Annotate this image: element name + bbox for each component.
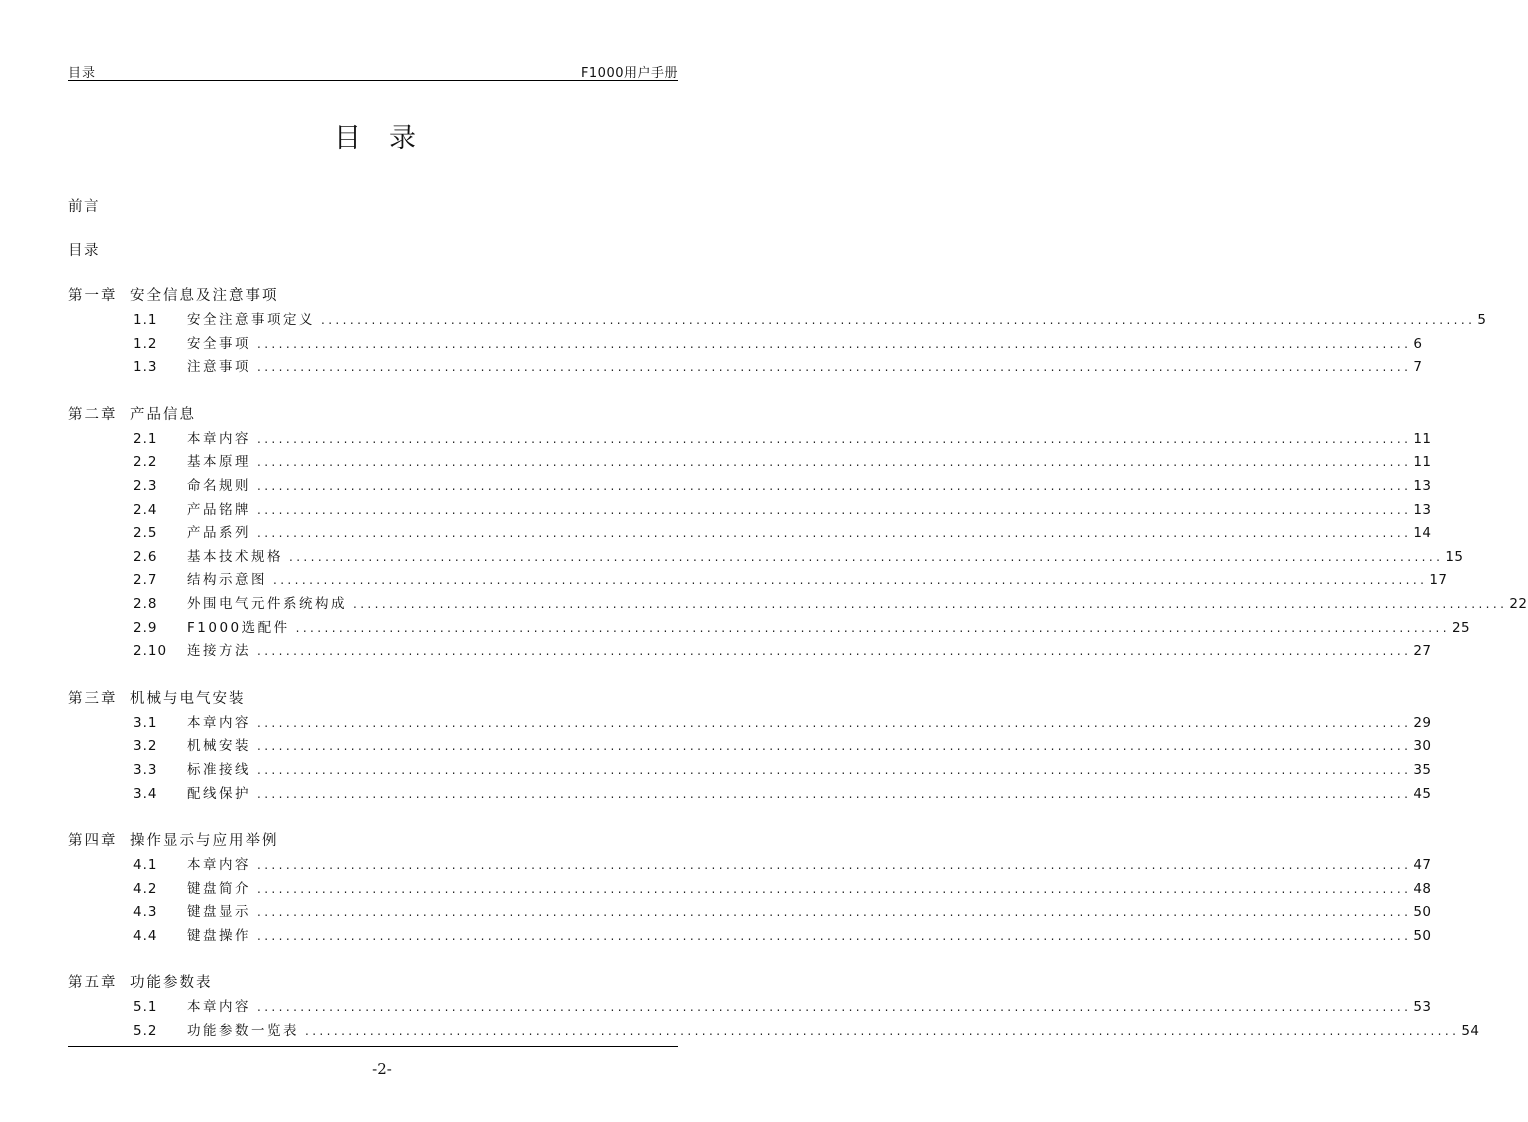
entry-page-number: 14 bbox=[1413, 525, 1432, 542]
toc-entry[interactable] bbox=[68, 522, 1432, 546]
toc-entry[interactable] bbox=[68, 451, 1432, 475]
toc-entry[interactable] bbox=[68, 901, 1432, 925]
entry-title: 外围电气元件系统构成 bbox=[187, 595, 347, 612]
toc-entry[interactable] bbox=[68, 712, 1432, 736]
dot-leader: ................................................................................................................................................................ bbox=[257, 715, 1412, 730]
entry-title: F1000选配件 bbox=[187, 619, 290, 636]
toc-entry[interactable] bbox=[68, 428, 1432, 452]
entry-number: 3.3 bbox=[133, 761, 158, 778]
entry-page-number: 11 bbox=[1413, 454, 1432, 471]
chapter-title: 操作显示与应用举例 bbox=[130, 833, 279, 850]
toc-entry[interactable] bbox=[68, 996, 1432, 1020]
table-of-contents bbox=[68, 196, 1528, 1044]
dot-leader: ................................................................................................................................................................ bbox=[257, 881, 1412, 896]
entry-title: 键盘简介 bbox=[187, 880, 251, 897]
toc-chapter bbox=[68, 830, 1432, 948]
entry-page-number: 15 bbox=[1445, 548, 1464, 565]
entry-page-number: 11 bbox=[1413, 430, 1432, 447]
dot-leader: ................................................................................................................................................................ bbox=[353, 596, 1508, 611]
dot-leader: ................................................................................................................................................................ bbox=[257, 336, 1412, 351]
entry-page-number: 50 bbox=[1413, 904, 1432, 921]
dot-leader: ................................................................................................................................................................ bbox=[295, 620, 1450, 635]
dot-leader: ................................................................................................................................................................ bbox=[257, 905, 1412, 920]
entry-number: 5.2 bbox=[133, 1023, 158, 1040]
entry-title: 连接方法 bbox=[187, 643, 251, 660]
dot-leader: ................................................................................................................................................................ bbox=[257, 478, 1412, 493]
entry-number: 2.10 bbox=[133, 643, 168, 660]
toc-entry[interactable] bbox=[68, 569, 1448, 593]
entry-title: 基本技术规格 bbox=[187, 548, 283, 565]
dot-leader: ................................................................................................................................................................ bbox=[257, 526, 1412, 541]
entry-title: 安全注意事项定义 bbox=[187, 312, 315, 328]
entry-number: 1.3 bbox=[133, 359, 158, 376]
entry-title: 标准接线 bbox=[187, 761, 251, 778]
page-number: -2- bbox=[372, 1060, 392, 1078]
dot-leader: ................................................................................................................................................................ bbox=[257, 360, 1412, 375]
entry-number: 2.6 bbox=[133, 548, 158, 565]
entry-number: 3.2 bbox=[133, 738, 158, 755]
toc-front-item-preface[interactable]: 前言 bbox=[68, 199, 100, 215]
toc-entry[interactable] bbox=[68, 309, 1487, 333]
dot-leader: ................................................................................................................................................................ bbox=[257, 644, 1412, 659]
entry-title: 键盘操作 bbox=[187, 927, 251, 944]
toc-entry[interactable] bbox=[68, 546, 1464, 570]
dot-leader: ................................................................................................................................................................ bbox=[257, 455, 1412, 470]
chapter-title: 安全信息及注意事项 bbox=[130, 288, 279, 304]
entry-number: 3.1 bbox=[133, 714, 158, 731]
entry-page-number: 13 bbox=[1413, 501, 1432, 518]
dot-leader: ................................................................................................................................................................ bbox=[257, 786, 1412, 801]
dot-leader: ................................................................................................................................................................ bbox=[257, 431, 1412, 446]
toc-chapters bbox=[68, 285, 1528, 1044]
entry-title: 产品系列 bbox=[187, 525, 251, 542]
entry-title: 本章内容 bbox=[187, 999, 251, 1016]
entry-page-number: 50 bbox=[1413, 927, 1432, 944]
dot-leader: ................................................................................................................................................................ bbox=[305, 1024, 1460, 1039]
entry-number: 4.3 bbox=[133, 904, 158, 921]
entry-page-number: 53 bbox=[1413, 999, 1432, 1016]
entry-page-number: 17 bbox=[1429, 572, 1448, 589]
dot-leader: ................................................................................................................................................................ bbox=[289, 549, 1444, 564]
toc-chapter bbox=[68, 404, 1528, 664]
toc-entry[interactable] bbox=[68, 925, 1432, 949]
toc-entry[interactable] bbox=[68, 783, 1432, 807]
entry-title: 功能参数一览表 bbox=[187, 1023, 299, 1040]
entry-title: 机械安装 bbox=[187, 738, 251, 755]
toc-chapter-heading[interactable] bbox=[68, 688, 681, 710]
entry-title: 结构示意图 bbox=[187, 572, 267, 589]
entry-title: 键盘显示 bbox=[187, 904, 251, 921]
dot-leader: ................................................................................................................................................................ bbox=[257, 858, 1412, 873]
chapter-number: 第四章 bbox=[68, 833, 118, 850]
dot-leader: ................................................................................................................................................................ bbox=[257, 1000, 1412, 1015]
entry-page-number: 29 bbox=[1413, 714, 1432, 731]
entry-page-number: 5 bbox=[1477, 312, 1487, 328]
chapter-number: 第五章 bbox=[68, 975, 118, 992]
running-header bbox=[68, 58, 678, 81]
entry-number: 1.1 bbox=[133, 312, 158, 328]
toc-entry[interactable] bbox=[68, 759, 1432, 783]
entry-page-number: 47 bbox=[1413, 857, 1432, 874]
entry-page-number: 27 bbox=[1413, 643, 1432, 660]
entry-page-number: 35 bbox=[1413, 761, 1432, 778]
entry-number: 2.5 bbox=[133, 525, 158, 542]
toc-chapter bbox=[68, 688, 1432, 806]
chapter-number: 第三章 bbox=[68, 690, 118, 707]
entry-number: 2.7 bbox=[133, 572, 158, 589]
entry-number: 3.4 bbox=[133, 785, 158, 802]
toc-chapter bbox=[68, 285, 1487, 380]
entry-page-number: 48 bbox=[1413, 880, 1432, 897]
entry-title: 本章内容 bbox=[187, 714, 251, 731]
entry-page-number: 13 bbox=[1413, 477, 1432, 494]
toc-front-item-contents[interactable]: 目录 bbox=[68, 243, 100, 259]
toc-entry[interactable] bbox=[68, 1020, 1480, 1044]
entry-number: 5.1 bbox=[133, 999, 158, 1016]
entry-title: 本章内容 bbox=[187, 430, 251, 447]
toc-chapter-heading[interactable] bbox=[68, 285, 681, 307]
toc-entry[interactable] bbox=[68, 356, 1423, 380]
chapter-title: 机械与电气安装 bbox=[130, 690, 246, 707]
toc-entry[interactable] bbox=[68, 640, 1432, 664]
dot-leader: ................................................................................................................................................................ bbox=[273, 573, 1428, 588]
toc-entry[interactable] bbox=[68, 617, 1471, 641]
toc-chapter-heading[interactable] bbox=[68, 830, 681, 852]
chapter-number: 第二章 bbox=[68, 406, 118, 423]
header-section-title: 目录 bbox=[68, 66, 97, 81]
page-title: 目录 bbox=[334, 123, 444, 154]
chapter-number: 第一章 bbox=[68, 288, 118, 304]
dot-leader: ................................................................................................................................................................ bbox=[257, 928, 1412, 943]
entry-number: 4.2 bbox=[133, 880, 158, 897]
entry-page-number: 7 bbox=[1413, 359, 1423, 376]
entry-number: 1.2 bbox=[133, 335, 158, 352]
toc-entry[interactable] bbox=[68, 735, 1432, 759]
entry-number: 2.2 bbox=[133, 454, 158, 471]
toc-entry[interactable] bbox=[68, 333, 1423, 357]
toc-chapter bbox=[68, 972, 1480, 1043]
entry-title: 安全事项 bbox=[187, 335, 251, 352]
entry-title: 基本原理 bbox=[187, 454, 251, 471]
dot-leader: ................................................................................................................................................................ bbox=[257, 762, 1412, 777]
header-manual-title: F1000用户手册 bbox=[580, 66, 678, 81]
entry-page-number: 54 bbox=[1461, 1023, 1480, 1040]
toc-entry[interactable] bbox=[68, 499, 1432, 523]
entry-title: 命名规则 bbox=[187, 477, 251, 494]
entry-page-number: 6 bbox=[1413, 335, 1423, 352]
toc-chapter-heading[interactable] bbox=[68, 404, 681, 426]
footer-divider bbox=[68, 1046, 678, 1047]
entry-number: 2.1 bbox=[133, 430, 158, 447]
toc-entry[interactable] bbox=[68, 854, 1432, 878]
entry-page-number: 25 bbox=[1451, 619, 1471, 636]
toc-entry[interactable] bbox=[68, 593, 1528, 617]
entry-title: 配线保护 bbox=[187, 785, 251, 802]
entry-number: 2.3 bbox=[133, 477, 158, 494]
entry-page-number: 22 bbox=[1509, 595, 1528, 612]
entry-number: 4.4 bbox=[133, 927, 158, 944]
entry-number: 2.8 bbox=[133, 595, 158, 612]
toc-chapter-heading[interactable] bbox=[68, 972, 681, 994]
chapter-title: 产品信息 bbox=[130, 406, 196, 423]
toc-entry[interactable] bbox=[68, 878, 1432, 902]
toc-entry[interactable] bbox=[68, 475, 1432, 499]
entry-number: 4.1 bbox=[133, 857, 158, 874]
entry-title: 注意事项 bbox=[187, 359, 251, 376]
entry-number: 2.9 bbox=[133, 619, 158, 636]
entry-title: 产品铭牌 bbox=[187, 501, 251, 518]
dot-leader: ................................................................................................................................................................ bbox=[257, 739, 1412, 754]
chapter-title: 功能参数表 bbox=[130, 975, 213, 992]
dot-leader: ................................................................................................................................................................ bbox=[257, 502, 1412, 517]
entry-page-number: 45 bbox=[1413, 785, 1432, 802]
entry-page-number: 30 bbox=[1413, 738, 1432, 755]
entry-title: 本章内容 bbox=[187, 857, 251, 874]
entry-number: 2.4 bbox=[133, 501, 158, 518]
dot-leader: ................................................................................................................................................................ bbox=[321, 313, 1476, 327]
